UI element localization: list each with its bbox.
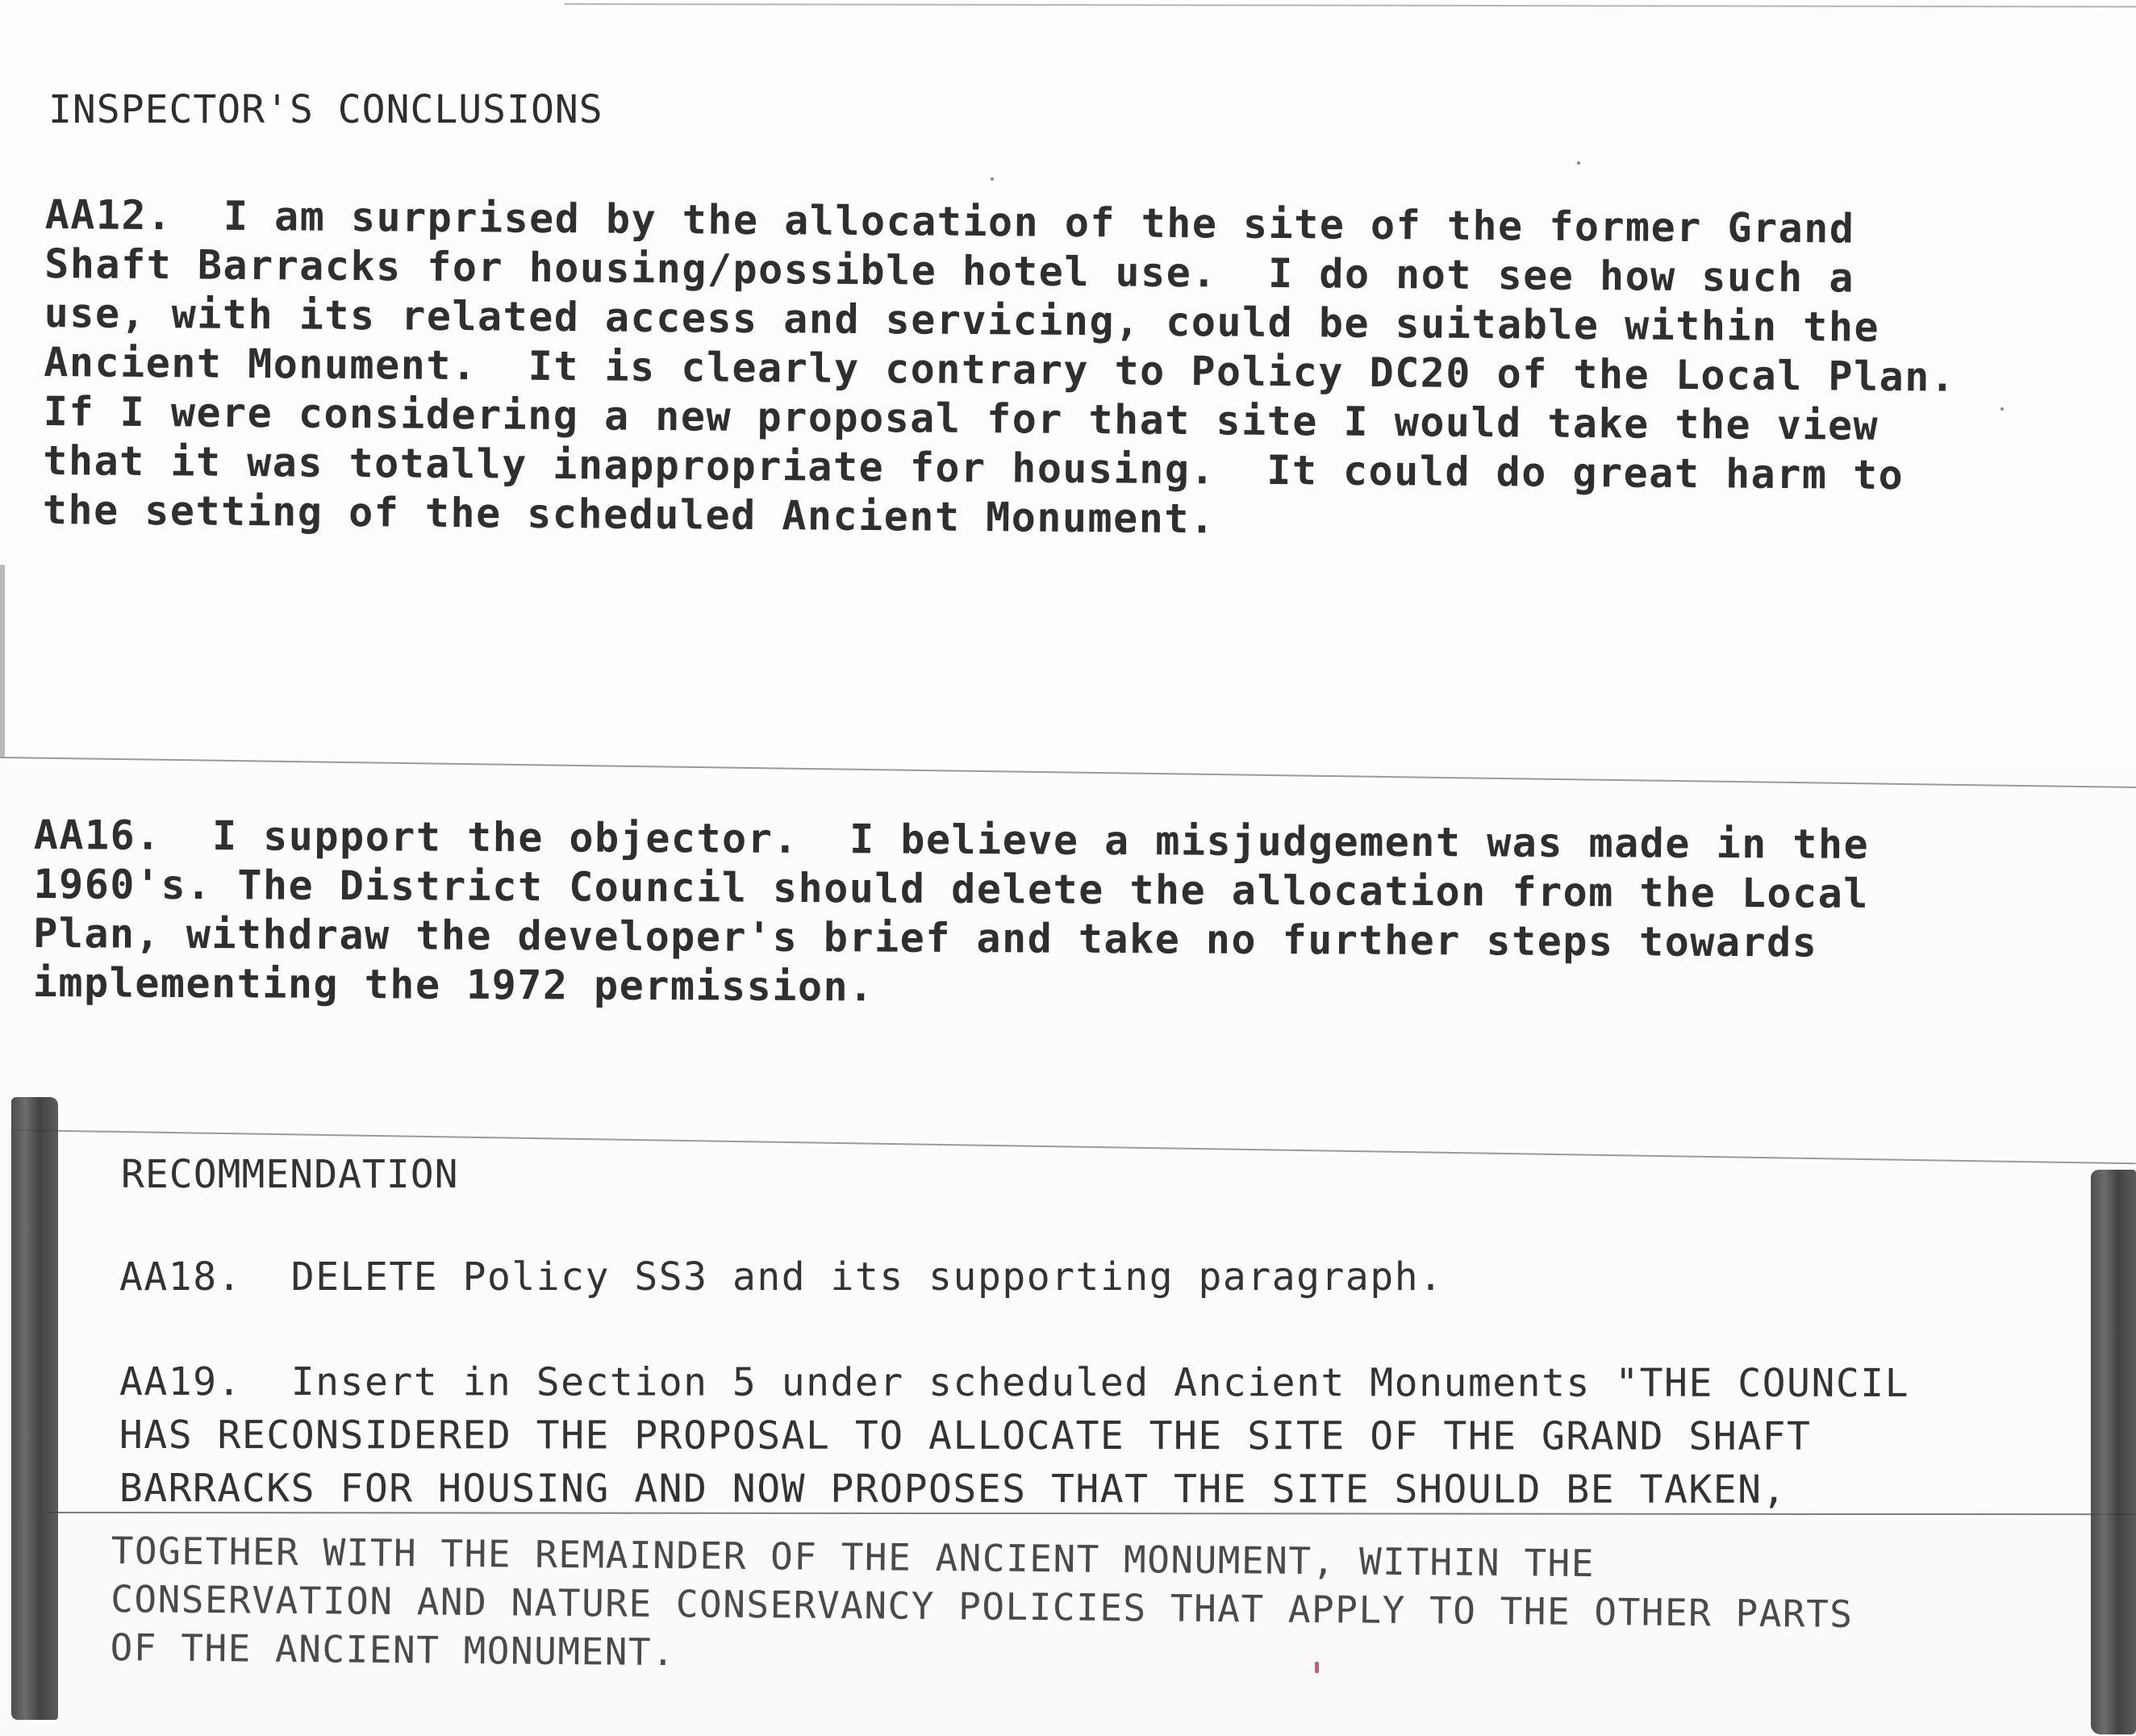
paragraph-aa16: AA16. I support the objector. I believe a misjudgement was made in the 1960's. The District Council should delete the allocation from the Local Plan, withdraw the developer's brief and take no further steps towards implementing the 1972 permission. xyxy=(32,812,1870,1011)
paragraph-aa18: AA18. DELETE Policy SS3 and its supporting paragraph. xyxy=(119,1254,1444,1300)
adhesive-tape-left xyxy=(11,1097,58,1720)
paragraph-aa12: AA12. I am surprised by the allocation of the site of the former Grand Shaft Barracks for housing/possible hotel use. I do not see how such a use, with its related access and servicing, could be suitable within the Ancient Monument. It is clearly contrary to Policy DC20 of the Local Plan. If I were considering a new proposal for that site I would take the view that it was totally inappropriate for housing. It could do great harm to the setting of the scheduled Ancient Monument. xyxy=(42,190,1956,543)
scan-shadow-mark xyxy=(0,565,5,758)
dust-speck xyxy=(2000,407,2004,411)
recommendation-heading: RECOMMENDATION xyxy=(121,1152,459,1197)
conclusions-heading: INSPECTOR'S CONCLUSIONS xyxy=(48,87,603,132)
dust-speck xyxy=(991,177,994,181)
dust-speck xyxy=(1577,161,1580,165)
paragraph-aa19: AA19. Insert in Section 5 under scheduled Ancient Monuments "THE COUNCIL HAS RECONSIDERED THE PROPOSAL TO ALLOCATE THE SITE OF THE GRAND SHAFT BARRACKS FOR HOUSING AND NOW PROPOSES THAT THE SITE SHOULD BE TAKEN, xyxy=(119,1359,1910,1513)
adhesive-tape-right xyxy=(2091,1170,2136,1734)
paragraph-aa19-continuation: TOGETHER WITH THE REMAINDER OF THE ANCIENT MONUMENT, WITHIN THE CONSERVATION AND NATURE CONSERVANCY POLICIES THAT APPLY TO THE OTHER PARTS OF THE ANCIENT MONUMENT. xyxy=(110,1528,1854,1675)
